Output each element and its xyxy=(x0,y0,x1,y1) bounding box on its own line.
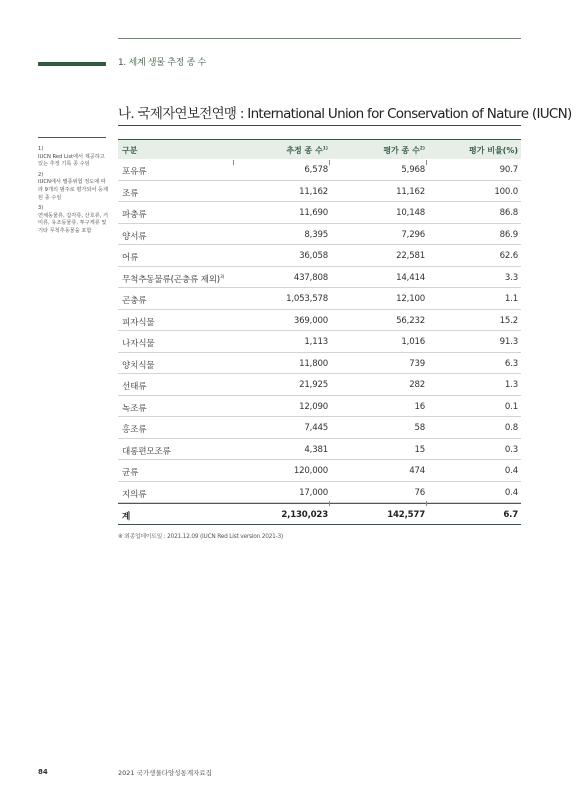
header-evaluated: 평가 종 수$^{2)}$ xyxy=(383,146,425,155)
note-number: 1) xyxy=(38,146,44,152)
table-body xyxy=(118,159,521,503)
table-row xyxy=(118,245,521,267)
page-number: 84 xyxy=(38,768,48,776)
row-evaluated: 16 xyxy=(414,401,425,412)
row-estimated: 8,395 xyxy=(304,229,328,240)
heading-rule xyxy=(118,125,521,126)
note-text: IUCN에서 멸종위험 정도에 따라 9개의 범주로 평가되어 등재된 종 수임 xyxy=(38,179,109,201)
section-label: 1. 세계 생물 추정 종 수 xyxy=(118,58,206,68)
column-tick xyxy=(329,501,330,506)
row-category: 나자식물 xyxy=(122,339,155,349)
column-tick xyxy=(426,501,427,506)
row-ratio: 6.3 xyxy=(504,358,518,369)
row-ratio: 90.7 xyxy=(499,165,518,175)
row-evaluated: 474 xyxy=(409,466,425,476)
table-row xyxy=(118,224,521,246)
side-note xyxy=(38,146,110,169)
notes-rule xyxy=(38,137,106,138)
row-category: 피자식물 xyxy=(122,317,155,328)
row-category: 조류 xyxy=(122,188,139,199)
book-title: 2021 국가생물다양성통계자료집 xyxy=(118,769,212,777)
section-marker-bar xyxy=(38,62,106,66)
row-evaluated: 5,968 xyxy=(401,165,425,175)
page-heading: 나. 국제자연보전연맹 : International Union for Conservation of Nature (IUCN) xyxy=(118,106,572,122)
row-evaluated: 10,148 xyxy=(396,208,425,218)
row-ratio: 91.3 xyxy=(499,337,518,347)
row-ratio: 0.4 xyxy=(504,466,518,476)
total-ratio: 6.7 xyxy=(503,510,518,520)
table-row xyxy=(118,288,521,310)
row-ratio: 15.2 xyxy=(499,315,518,326)
species-table xyxy=(118,139,521,525)
row-estimated: 6,578 xyxy=(304,165,328,175)
total-evaluated: 142,577 xyxy=(387,510,425,520)
row-ratio: 3.3 xyxy=(504,272,518,283)
row-evaluated: 1,016 xyxy=(401,337,425,347)
note-text: 연체동물류, 갑각류, 산호류, 거미류, 유조동물류, 투구게류 및 기타 무척추동물을 포함 xyxy=(38,212,109,234)
row-estimated: 11,690 xyxy=(299,208,328,218)
row-ratio: 1.3 xyxy=(504,380,518,390)
table-row xyxy=(118,374,521,396)
row-category: 곤충류 xyxy=(122,296,147,306)
row-evaluated: 11,162 xyxy=(396,186,425,197)
row-estimated: 11,162 xyxy=(299,186,328,197)
table-total-row xyxy=(118,503,521,525)
row-category: 지의류 xyxy=(122,489,147,500)
table-row xyxy=(118,159,521,181)
row-estimated: 369,000 xyxy=(293,315,328,326)
row-estimated: 7,445 xyxy=(304,423,328,433)
row-ratio: 100.0 xyxy=(494,186,518,197)
note-number: 2) xyxy=(38,171,44,178)
table-row xyxy=(118,331,521,353)
table-row xyxy=(118,417,521,439)
table-row xyxy=(118,439,521,461)
row-ratio: 0.3 xyxy=(504,444,518,455)
table-row xyxy=(118,353,521,375)
table-row xyxy=(118,310,521,332)
header-ratio: 평가 비율(%) xyxy=(468,146,518,155)
row-estimated: 21,925 xyxy=(299,380,328,390)
row-estimated: 36,058 xyxy=(299,251,328,261)
row-category: 녹조류 xyxy=(122,403,147,414)
total-estimated: 2,130,023 xyxy=(281,510,328,520)
row-evaluated: 14,414 xyxy=(396,272,425,283)
row-category: 양치식물 xyxy=(122,360,155,371)
row-evaluated: 12,100 xyxy=(396,294,425,304)
row-ratio: 86.8 xyxy=(499,208,518,218)
row-category: 파충류 xyxy=(122,210,147,220)
row-evaluated: 739 xyxy=(409,358,425,369)
row-ratio: 0.1 xyxy=(504,401,518,412)
table-row xyxy=(118,460,521,482)
row-evaluated: 15 xyxy=(414,444,425,455)
row-estimated: 4,381 xyxy=(304,444,328,455)
row-category: 포유류 xyxy=(122,167,147,177)
row-ratio: 0.4 xyxy=(504,487,518,498)
header-category: 구분 xyxy=(122,146,138,155)
table-row xyxy=(118,202,521,224)
table-row xyxy=(118,396,521,418)
side-notes xyxy=(38,146,110,239)
row-ratio: 1.1 xyxy=(504,294,518,304)
table-row xyxy=(118,267,521,289)
row-ratio: 0.8 xyxy=(504,423,518,433)
row-category: 양서류 xyxy=(122,231,147,242)
row-estimated: 1,053,578 xyxy=(286,294,328,304)
row-estimated: 1,113 xyxy=(304,337,328,347)
row-evaluated: 282 xyxy=(409,380,425,390)
table-header xyxy=(118,139,521,159)
note-text: IUCN Red List에서 제공하고 있는 추정 기록 종 수임 xyxy=(38,153,105,168)
row-estimated: 17,000 xyxy=(299,487,328,498)
side-note xyxy=(38,205,110,235)
side-note xyxy=(38,172,110,202)
row-category: 균류 xyxy=(122,468,139,478)
row-evaluated: 58 xyxy=(414,423,425,433)
row-evaluated: 56,232 xyxy=(396,315,425,326)
row-evaluated: 76 xyxy=(414,487,425,498)
row-category: 대롱편모조류 xyxy=(122,446,171,457)
row-estimated: 120,000 xyxy=(293,466,328,476)
update-footnote: ※ 최종업데이트일 : 2021.12.09 (IUCN Red List version 2021-3) xyxy=(118,534,284,540)
row-ratio: 86.9 xyxy=(499,229,518,240)
note-number: 3) xyxy=(38,205,44,212)
table-row xyxy=(118,482,521,504)
table-row xyxy=(118,181,521,203)
row-estimated: 12,090 xyxy=(299,401,328,412)
row-category: 무척추동물류(곤충류 제외)$^{3)}$ xyxy=(122,274,225,285)
row-evaluated: 22,581 xyxy=(396,251,425,261)
row-estimated: 437,808 xyxy=(293,272,328,283)
total-label: 계 xyxy=(122,512,131,522)
top-rule xyxy=(118,38,521,39)
row-evaluated: 7,296 xyxy=(401,229,425,240)
row-estimated: 11,800 xyxy=(299,358,328,369)
row-ratio: 62.6 xyxy=(499,251,518,261)
header-estimated: 추정 종 수$^{1)}$ xyxy=(286,146,328,155)
row-category: 홍조류 xyxy=(122,425,147,435)
row-category: 어류 xyxy=(122,253,139,263)
row-category: 선태류 xyxy=(122,382,147,392)
